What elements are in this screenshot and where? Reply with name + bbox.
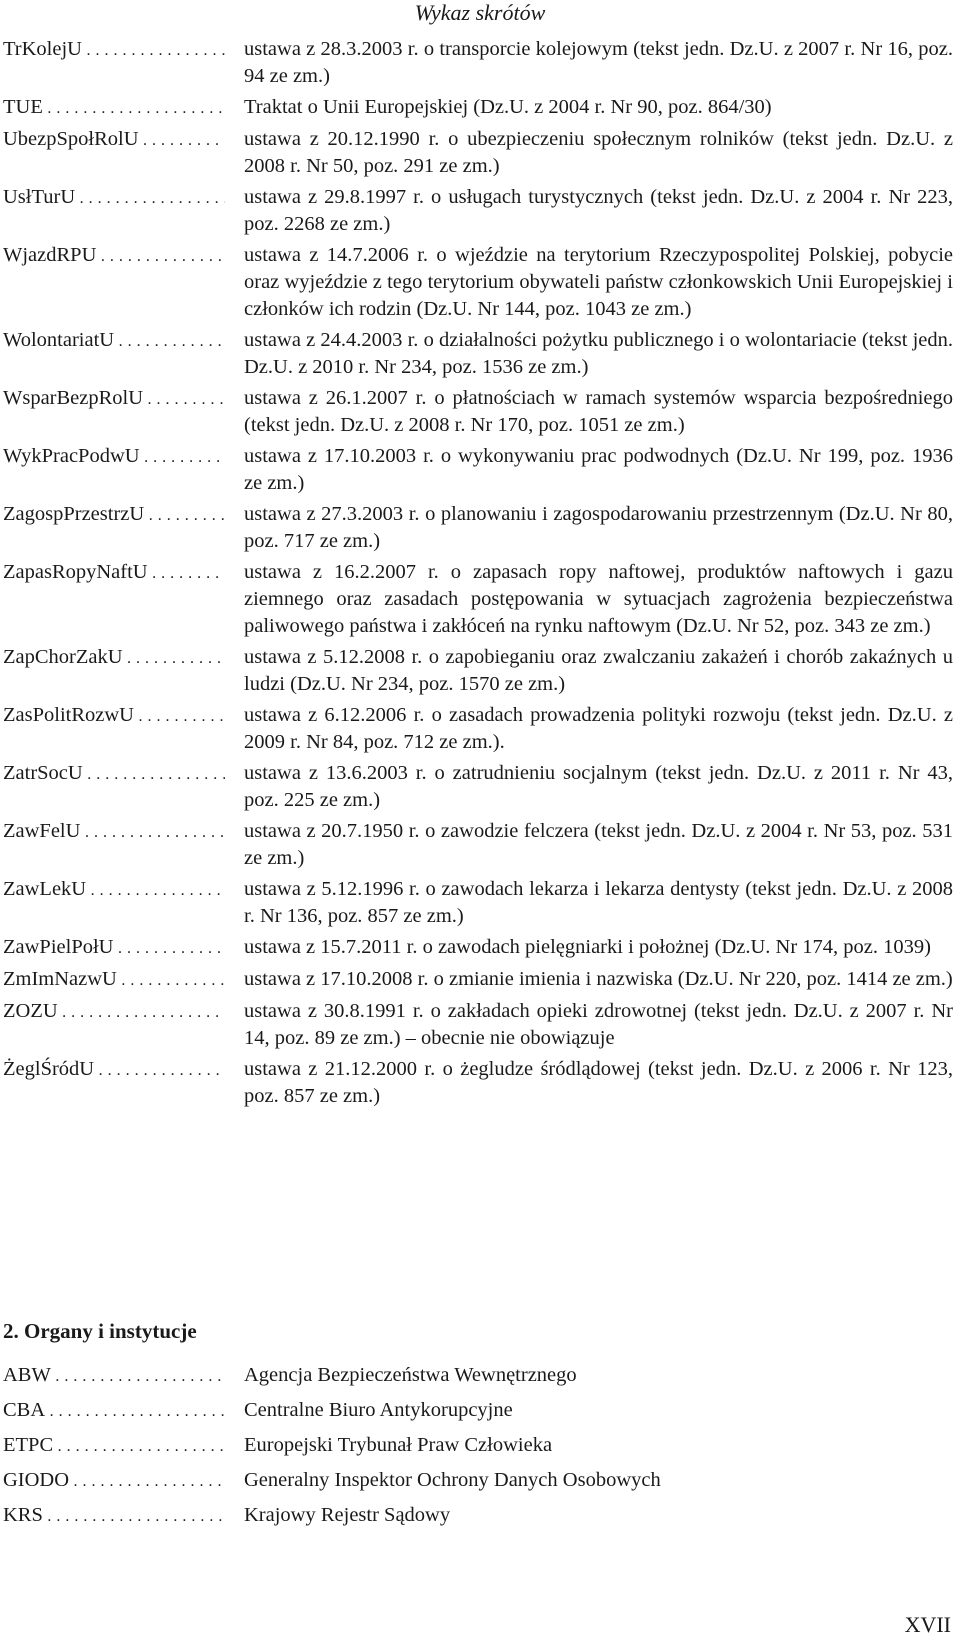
abbreviation: UsłTurU . . . [3, 184, 225, 238]
abbreviation: ZawLekU . . . [3, 876, 225, 930]
abbreviation: ZagospPrzestrzU . . . [3, 501, 225, 555]
list-item [3, 702, 953, 756]
list-item [3, 934, 953, 962]
list-item [3, 966, 953, 994]
abbreviation: TUE . . . [3, 94, 225, 122]
abbreviation: UbezpSpołRolU . . . [3, 126, 225, 180]
list-item [3, 1056, 953, 1110]
abbreviation-description: Krajowy Rejestr Sądowy [244, 1504, 451, 1526]
abbreviation-description: ustawa z 20.7.1950 r. o zawodzie felczera (tekst jedn. Dz.U. z 2004 r. Nr 53, poz. 531 ze zm.) [244, 820, 953, 869]
abbreviation-description: ustawa z 24.4.2003 r. o działalności pożytku publicznego i o wolontariacie (tekst jedn. Dz.U. z 2010 r. Nr 234, poz. 1536 ze zm.) [244, 329, 953, 378]
list-item [3, 998, 953, 1052]
abbreviation-description: ustawa z 28.3.2003 r. o transporcie kolejowym (tekst jedn. Dz.U. z 2007 r. Nr 16, poz. 94 ze zm.) [244, 38, 953, 87]
list-item [3, 559, 953, 640]
list-item [3, 1432, 953, 1460]
page-number: XVII [904, 1612, 951, 1637]
abbreviation-description: ustawa z 17.10.2003 r. o wykonywaniu prac podwodnych (Dz.U. Nr 199, poz. 1936 ze zm.) [244, 445, 953, 494]
abbreviation: ETPC . . . [3, 1432, 225, 1460]
institution-list [3, 1362, 953, 1537]
abbreviation: ŻeglŚródU . . . [3, 1056, 225, 1110]
abbreviation: ZasPolitRozwU . . . [3, 702, 225, 756]
abbreviation: WsparBezpRolU . . . [3, 385, 225, 439]
list-item [3, 1362, 953, 1390]
abbreviation: ZapChorZakU . . . [3, 644, 225, 698]
list-item [3, 760, 953, 814]
list-item [3, 1502, 953, 1530]
abbreviation: ZOZU . . . [3, 998, 225, 1052]
abbreviation-description: ustawa z 6.12.2006 r. o zasadach prowadzenia polityki rozwoju (tekst jedn. Dz.U. z 2009 r. Nr 84, poz. 712 ze zm.). [244, 704, 953, 753]
list-item [3, 1467, 953, 1495]
abbreviation-description: ustawa z 27.3.2003 r. o planowaniu i zagospodarowaniu przestrzennym (Dz.U. Nr 80, poz. 717 ze zm.) [244, 503, 953, 552]
list-item [3, 818, 953, 872]
abbreviation: ZawPielPołU . . . [3, 934, 225, 962]
abbreviation: KRS . . . [3, 1502, 225, 1530]
list-item [3, 94, 953, 122]
abbreviation-description: ustawa z 15.7.2011 r. o zawodach pielęgniarki i położnej (Dz.U. Nr 174, poz. 1039) [244, 936, 931, 958]
abbreviation-description: ustawa z 13.6.2003 r. o zatrudnieniu socjalnym (tekst jedn. Dz.U. z 2011 r. Nr 43, poz. 225 ze zm.) [244, 762, 953, 811]
abbreviation: CBA . . . [3, 1397, 225, 1425]
abbreviation-description: ustawa z 5.12.1996 r. o zawodach lekarza i lekarza dentysty (tekst jedn. Dz.U. z 2008 r. Nr 136, poz. 857 ze zm.) [244, 878, 953, 927]
list-item [3, 644, 953, 698]
list-item [3, 443, 953, 497]
abbreviation-description: Traktat o Unii Europejskiej (Dz.U. z 2004 r. Nr 90, poz. 864/30) [244, 96, 772, 118]
abbreviation: TrKolejU . . . [3, 36, 225, 90]
list-item [3, 36, 953, 90]
list-item [3, 876, 953, 930]
list-item [3, 1397, 953, 1425]
abbreviation-description: Generalny Inspektor Ochrony Danych Osobowych [244, 1469, 661, 1491]
abbreviation-description: ustawa z 20.12.1990 r. o ubezpieczeniu społecznym rolników (tekst jedn. Dz.U. z 2008 r. Nr 50, poz. 291 ze zm.) [244, 128, 953, 177]
abbreviation: GIODO . . . [3, 1467, 225, 1495]
abbreviation-description: ustawa z 5.12.2008 r. o zapobieganiu oraz zwalczaniu zakażeń i chorób zakaźnych u ludzi (Dz.U. Nr 234, poz. 1570 ze zm.) [244, 646, 953, 695]
running-head: Wykaz skrótów [414, 0, 546, 25]
abbreviation: ABW . . . [3, 1362, 225, 1390]
section-heading: 2. Organy i instytucje [3, 1319, 197, 1343]
abbreviation-description: ustawa z 16.2.2007 r. o zapasach ropy naftowej, produktów naftowych i gazu ziemnego oraz zasadach postępowania w sytuacjach zagrożenia bezpieczeństwa paliwowego państwa i zakłóceń na rynku naftowym (Dz.U. Nr 52, poz. 343 ze zm.) [244, 561, 953, 637]
abbreviation-description: ustawa z 14.7.2006 r. o wjeździe na terytorium Rzeczypospolitej Polskiej, pobycie oraz wyjeździe z tego terytorium obywateli państw członkowskich Unii Europejskiej i członków ich rodzin (Dz.U. Nr 144, poz. 1043 ze zm.) [244, 244, 953, 320]
abbreviation-description: ustawa z 21.12.2000 r. o żegludze śródlądowej (tekst jedn. Dz.U. z 2006 r. Nr 123, poz. 857 ze zm.) [244, 1058, 953, 1107]
abbreviation: WjazdRPU . . . [3, 242, 225, 323]
abbreviation: WolontariatU . . . [3, 327, 225, 381]
abbreviation-description: Europejski Trybunał Praw Człowieka [244, 1434, 553, 1456]
abbreviation-list [3, 36, 953, 1114]
abbreviation: WykPracPodwU . . . [3, 443, 225, 497]
list-item [3, 501, 953, 555]
abbreviation-description: ustawa z 17.10.2008 r. o zmianie imienia i nazwiska (Dz.U. Nr 220, poz. 1414 ze zm.) [244, 968, 953, 990]
list-item [3, 184, 953, 238]
abbreviation-description: ustawa z 30.8.1991 r. o zakładach opieki zdrowotnej (tekst jedn. Dz.U. z 2007 r. Nr 14, poz. 89 ze zm.) – obecnie nie obowiązuje [244, 1000, 953, 1049]
abbreviation-description: Agencja Bezpieczeństwa Wewnętrznego [244, 1364, 577, 1386]
abbreviation: ZapasRopyNaftU . . . [3, 559, 225, 640]
abbreviation-description: ustawa z 26.1.2007 r. o płatnościach w ramach systemów wsparcia bezpośredniego (tekst jedn. Dz.U. z 2008 r. Nr 170, poz. 1051 ze zm.) [244, 387, 953, 436]
list-item [3, 327, 953, 381]
abbreviation: ZatrSocU . . . [3, 760, 225, 814]
abbreviation: ZawFelU . . . [3, 818, 225, 872]
abbreviation-description: ustawa z 29.8.1997 r. o usługach turystycznych (tekst jedn. Dz.U. z 2004 r. Nr 223, poz. 2268 ze zm.) [244, 186, 953, 235]
list-item [3, 242, 953, 323]
list-item [3, 385, 953, 439]
list-item [3, 126, 953, 180]
abbreviation: ZmImNazwU . . . [3, 966, 225, 994]
abbreviation-description: Centralne Biuro Antykorupcyjne [244, 1399, 513, 1421]
